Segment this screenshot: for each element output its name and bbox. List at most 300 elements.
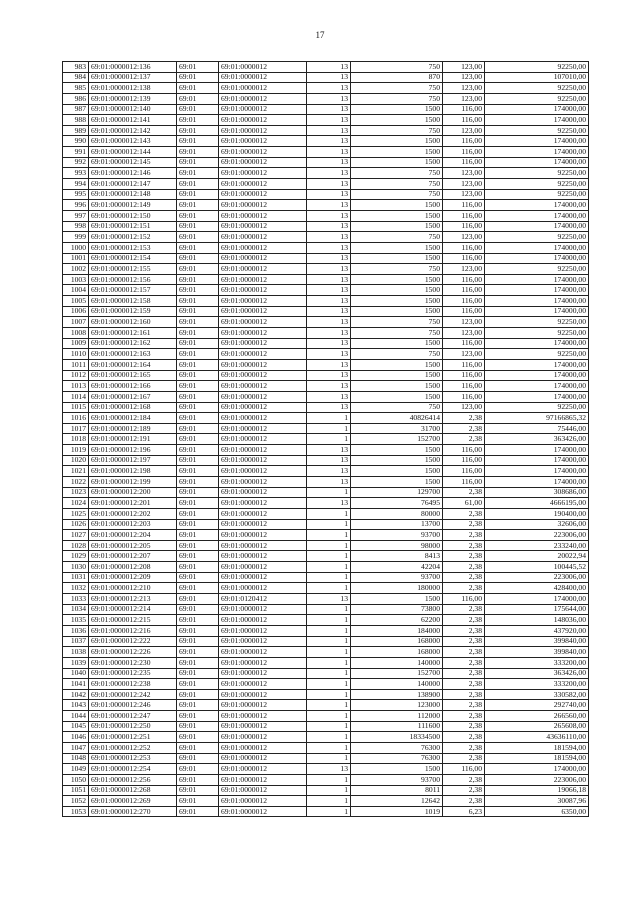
table-row — [63, 498, 589, 509]
cadastral-value-cell: 333200,00 — [485, 657, 589, 668]
table-row — [63, 402, 589, 413]
specific-value-cell: 2,38 — [443, 530, 485, 541]
specific-value-cell: 123,00 — [443, 328, 485, 339]
row-number-cell: 1042 — [63, 689, 89, 700]
cadastral-block-cell: 69:01:0000012 — [219, 200, 307, 211]
specific-value-cell: 123,00 — [443, 189, 485, 200]
district-code-cell: 69:01 — [177, 796, 219, 807]
specific-value-cell: 2,38 — [443, 689, 485, 700]
cadastral-value-cell: 92250,00 — [485, 317, 589, 328]
area-value-cell: 1500 — [351, 157, 443, 168]
cadastral-number-cell: 69:01:0000012:155 — [89, 264, 177, 275]
cadastral-value-table — [62, 61, 589, 817]
district-code-cell: 69:01 — [177, 125, 219, 136]
district-code-cell: 69:01 — [177, 625, 219, 636]
cadastral-value-cell: 223006,00 — [485, 774, 589, 785]
area-value-cell: 73800 — [351, 604, 443, 615]
category-code-cell: 13 — [307, 370, 351, 381]
category-code-cell: 1 — [307, 689, 351, 700]
cadastral-block-cell: 69:01:0000012 — [219, 455, 307, 466]
cadastral-number-cell: 69:01:0000012:162 — [89, 338, 177, 349]
cadastral-number-cell: 69:01:0000012:202 — [89, 508, 177, 519]
cadastral-value-cell: 190400,00 — [485, 508, 589, 519]
cadastral-number-cell: 69:01:0000012:168 — [89, 402, 177, 413]
district-code-cell: 69:01 — [177, 104, 219, 115]
row-number-cell: 994 — [63, 179, 89, 190]
row-number-cell: 1032 — [63, 583, 89, 594]
table-row — [63, 466, 589, 477]
table-row — [63, 796, 589, 807]
cadastral-value-cell: 174000,00 — [485, 594, 589, 605]
table-row — [63, 743, 589, 754]
cadastral-value-cell: 174000,00 — [485, 285, 589, 296]
category-code-cell: 13 — [307, 189, 351, 200]
table-row — [63, 551, 589, 562]
specific-value-cell: 2,38 — [443, 732, 485, 743]
cadastral-value-cell: 92250,00 — [485, 83, 589, 94]
table-row — [63, 774, 589, 785]
specific-value-cell: 123,00 — [443, 83, 485, 94]
cadastral-block-cell: 69:01:0000012 — [219, 572, 307, 583]
area-value-cell: 750 — [351, 264, 443, 275]
category-code-cell: 13 — [307, 764, 351, 775]
specific-value-cell: 2,38 — [443, 413, 485, 424]
category-code-cell: 13 — [307, 157, 351, 168]
cadastral-block-cell: 69:01:0000012 — [219, 487, 307, 498]
specific-value-cell: 2,38 — [443, 540, 485, 551]
area-value-cell: 1500 — [351, 359, 443, 370]
cadastral-value-cell: 92250,00 — [485, 232, 589, 243]
cadastral-value-cell: 174000,00 — [485, 381, 589, 392]
table-row — [63, 72, 589, 83]
cadastral-number-cell: 69:01:0000012:146 — [89, 168, 177, 179]
cadastral-number-cell: 69:01:0000012:222 — [89, 636, 177, 647]
district-code-cell: 69:01 — [177, 498, 219, 509]
district-code-cell: 69:01 — [177, 317, 219, 328]
table-row — [63, 657, 589, 668]
district-code-cell: 69:01 — [177, 328, 219, 339]
row-number-cell: 1002 — [63, 264, 89, 275]
cadastral-value-cell: 174000,00 — [485, 200, 589, 211]
cadastral-block-cell: 69:01:0000012 — [219, 391, 307, 402]
area-value-cell: 93700 — [351, 572, 443, 583]
cadastral-number-cell: 69:01:0000012:252 — [89, 743, 177, 754]
specific-value-cell: 2,38 — [443, 583, 485, 594]
category-code-cell: 1 — [307, 540, 351, 551]
cadastral-block-cell: 69:01:0000012 — [219, 615, 307, 626]
category-code-cell: 13 — [307, 296, 351, 307]
row-number-cell: 1027 — [63, 530, 89, 541]
cadastral-block-cell: 69:01:0000012 — [219, 636, 307, 647]
cadastral-value-cell: 330582,00 — [485, 689, 589, 700]
table-row — [63, 147, 589, 158]
table-row — [63, 753, 589, 764]
area-value-cell: 62200 — [351, 615, 443, 626]
table-row — [63, 338, 589, 349]
area-value-cell: 98000 — [351, 540, 443, 551]
cadastral-block-cell: 69:01:0000012 — [219, 785, 307, 796]
category-code-cell: 13 — [307, 221, 351, 232]
table-row — [63, 445, 589, 456]
category-code-cell: 1 — [307, 519, 351, 530]
area-value-cell: 1019 — [351, 806, 443, 817]
cadastral-block-cell: 69:01:0000012 — [219, 689, 307, 700]
cadastral-block-cell: 69:01:0000012 — [219, 285, 307, 296]
cadastral-number-cell: 69:01:0000012:198 — [89, 466, 177, 477]
area-value-cell: 1500 — [351, 242, 443, 253]
specific-value-cell: 2,38 — [443, 700, 485, 711]
category-code-cell: 1 — [307, 551, 351, 562]
table-row — [63, 732, 589, 743]
row-number-cell: 1026 — [63, 519, 89, 530]
table-row — [63, 519, 589, 530]
cadastral-block-cell: 69:01:0000012 — [219, 264, 307, 275]
table-row — [63, 487, 589, 498]
category-code-cell: 13 — [307, 306, 351, 317]
cadastral-block-cell: 69:01:0120412 — [219, 594, 307, 605]
cadastral-number-cell: 69:01:0000012:197 — [89, 455, 177, 466]
table-row — [63, 381, 589, 392]
specific-value-cell: 116,00 — [443, 764, 485, 775]
category-code-cell: 13 — [307, 83, 351, 94]
specific-value-cell: 116,00 — [443, 381, 485, 392]
table-row — [63, 721, 589, 732]
specific-value-cell: 2,38 — [443, 434, 485, 445]
row-number-cell: 1022 — [63, 476, 89, 487]
area-value-cell: 750 — [351, 168, 443, 179]
category-code-cell: 13 — [307, 498, 351, 509]
category-code-cell: 1 — [307, 700, 351, 711]
district-code-cell: 69:01 — [177, 668, 219, 679]
cadastral-block-cell: 69:01:0000012 — [219, 338, 307, 349]
cadastral-block-cell: 69:01:0000012 — [219, 743, 307, 754]
category-code-cell: 1 — [307, 625, 351, 636]
table-row — [63, 530, 589, 541]
table-row — [63, 317, 589, 328]
category-code-cell: 1 — [307, 413, 351, 424]
cadastral-value-cell: 174000,00 — [485, 115, 589, 126]
area-value-cell: 80000 — [351, 508, 443, 519]
district-code-cell: 69:01 — [177, 466, 219, 477]
table-row — [63, 104, 589, 115]
table-row — [63, 306, 589, 317]
cadastral-block-cell: 69:01:0000012 — [219, 125, 307, 136]
specific-value-cell: 116,00 — [443, 285, 485, 296]
cadastral-block-cell: 69:01:0000012 — [219, 466, 307, 477]
area-value-cell: 138900 — [351, 689, 443, 700]
cadastral-number-cell: 69:01:0000012:256 — [89, 774, 177, 785]
cadastral-block-cell: 69:01:0000012 — [219, 349, 307, 360]
cadastral-value-cell: 174000,00 — [485, 359, 589, 370]
area-value-cell: 750 — [351, 189, 443, 200]
cadastral-value-cell: 363426,00 — [485, 668, 589, 679]
district-code-cell: 69:01 — [177, 157, 219, 168]
row-number-cell: 984 — [63, 72, 89, 83]
district-code-cell: 69:01 — [177, 253, 219, 264]
category-code-cell: 13 — [307, 285, 351, 296]
cadastral-number-cell: 69:01:0000012:269 — [89, 796, 177, 807]
specific-value-cell: 2,38 — [443, 604, 485, 615]
cadastral-block-cell: 69:01:0000012 — [219, 604, 307, 615]
area-value-cell: 1500 — [351, 253, 443, 264]
cadastral-number-cell: 69:01:0000012:246 — [89, 700, 177, 711]
specific-value-cell: 2,38 — [443, 743, 485, 754]
district-code-cell: 69:01 — [177, 508, 219, 519]
row-number-cell: 1024 — [63, 498, 89, 509]
cadastral-block-cell: 69:01:0000012 — [219, 445, 307, 456]
specific-value-cell: 116,00 — [443, 296, 485, 307]
cadastral-block-cell: 69:01:0000012 — [219, 764, 307, 775]
cadastral-number-cell: 69:01:0000012:143 — [89, 136, 177, 147]
cadastral-block-cell: 69:01:0000012 — [219, 253, 307, 264]
category-code-cell: 1 — [307, 647, 351, 658]
cadastral-value-cell: 97166865,32 — [485, 413, 589, 424]
district-code-cell: 69:01 — [177, 721, 219, 732]
specific-value-cell: 116,00 — [443, 476, 485, 487]
specific-value-cell: 123,00 — [443, 93, 485, 104]
cadastral-number-cell: 69:01:0000012:139 — [89, 93, 177, 104]
area-value-cell: 152700 — [351, 434, 443, 445]
category-code-cell: 13 — [307, 274, 351, 285]
cadastral-number-cell: 69:01:0000012:251 — [89, 732, 177, 743]
specific-value-cell: 123,00 — [443, 62, 485, 73]
area-value-cell: 1500 — [351, 370, 443, 381]
table-row — [63, 264, 589, 275]
cadastral-value-cell: 30087,96 — [485, 796, 589, 807]
row-number-cell: 990 — [63, 136, 89, 147]
row-number-cell: 1005 — [63, 296, 89, 307]
category-code-cell: 1 — [307, 604, 351, 615]
specific-value-cell: 2,38 — [443, 519, 485, 530]
area-value-cell: 1500 — [351, 274, 443, 285]
row-number-cell: 1009 — [63, 338, 89, 349]
row-number-cell: 1038 — [63, 647, 89, 658]
row-number-cell: 988 — [63, 115, 89, 126]
cadastral-value-cell: 92250,00 — [485, 264, 589, 275]
category-code-cell: 13 — [307, 242, 351, 253]
cadastral-block-cell: 69:01:0000012 — [219, 157, 307, 168]
cadastral-value-cell: 428400,00 — [485, 583, 589, 594]
specific-value-cell: 2,38 — [443, 636, 485, 647]
category-code-cell: 1 — [307, 732, 351, 743]
cadastral-value-cell: 174000,00 — [485, 147, 589, 158]
cadastral-value-cell: 174000,00 — [485, 253, 589, 264]
specific-value-cell: 116,00 — [443, 455, 485, 466]
table-row — [63, 62, 589, 73]
district-code-cell: 69:01 — [177, 179, 219, 190]
cadastral-value-cell: 174000,00 — [485, 338, 589, 349]
cadastral-value-cell: 399840,00 — [485, 636, 589, 647]
cadastral-value-cell: 6350,00 — [485, 806, 589, 817]
cadastral-block-cell: 69:01:0000012 — [219, 476, 307, 487]
table-row — [63, 189, 589, 200]
district-code-cell: 69:01 — [177, 200, 219, 211]
cadastral-number-cell: 69:01:0000012:154 — [89, 253, 177, 264]
table-row — [63, 668, 589, 679]
row-number-cell: 1047 — [63, 743, 89, 754]
cadastral-number-cell: 69:01:0000012:150 — [89, 210, 177, 221]
cadastral-number-cell: 69:01:0000012:136 — [89, 62, 177, 73]
table-row — [63, 136, 589, 147]
district-code-cell: 69:01 — [177, 349, 219, 360]
row-number-cell: 1007 — [63, 317, 89, 328]
table-row — [63, 168, 589, 179]
table-row — [63, 274, 589, 285]
cadastral-number-cell: 69:01:0000012:165 — [89, 370, 177, 381]
row-number-cell: 1028 — [63, 540, 89, 551]
cadastral-block-cell: 69:01:0000012 — [219, 210, 307, 221]
cadastral-value-cell: 174000,00 — [485, 445, 589, 456]
row-number-cell: 1035 — [63, 615, 89, 626]
area-value-cell: 1500 — [351, 200, 443, 211]
row-number-cell: 1000 — [63, 242, 89, 253]
district-code-cell: 69:01 — [177, 551, 219, 562]
area-value-cell: 93700 — [351, 530, 443, 541]
district-code-cell: 69:01 — [177, 700, 219, 711]
category-code-cell: 1 — [307, 679, 351, 690]
cadastral-number-cell: 69:01:0000012:167 — [89, 391, 177, 402]
district-code-cell: 69:01 — [177, 359, 219, 370]
cadastral-block-cell: 69:01:0000012 — [219, 806, 307, 817]
category-code-cell: 1 — [307, 657, 351, 668]
specific-value-cell: 116,00 — [443, 306, 485, 317]
table-row — [63, 594, 589, 605]
row-number-cell: 989 — [63, 125, 89, 136]
specific-value-cell: 2,38 — [443, 657, 485, 668]
district-code-cell: 69:01 — [177, 136, 219, 147]
table-row — [63, 83, 589, 94]
row-number-cell: 1039 — [63, 657, 89, 668]
cadastral-value-cell: 100445,52 — [485, 562, 589, 573]
area-value-cell: 123000 — [351, 700, 443, 711]
cadastral-block-cell: 69:01:0000012 — [219, 796, 307, 807]
district-code-cell: 69:01 — [177, 774, 219, 785]
cadastral-number-cell: 69:01:0000012:226 — [89, 647, 177, 658]
cadastral-block-cell: 69:01:0000012 — [219, 562, 307, 573]
category-code-cell: 1 — [307, 508, 351, 519]
table-row — [63, 328, 589, 339]
area-value-cell: 1500 — [351, 296, 443, 307]
specific-value-cell: 123,00 — [443, 125, 485, 136]
row-number-cell: 985 — [63, 83, 89, 94]
cadastral-number-cell: 69:01:0000012:191 — [89, 434, 177, 445]
cadastral-number-cell: 69:01:0000012:247 — [89, 711, 177, 722]
specific-value-cell: 2,38 — [443, 774, 485, 785]
district-code-cell: 69:01 — [177, 594, 219, 605]
area-value-cell: 1500 — [351, 306, 443, 317]
district-code-cell: 69:01 — [177, 274, 219, 285]
area-value-cell: 111600 — [351, 721, 443, 732]
area-value-cell: 1500 — [351, 764, 443, 775]
specific-value-cell: 2,38 — [443, 785, 485, 796]
cadastral-number-cell: 69:01:0000012:204 — [89, 530, 177, 541]
cadastral-value-cell: 174000,00 — [485, 221, 589, 232]
cadastral-value-cell: 174000,00 — [485, 242, 589, 253]
category-code-cell: 13 — [307, 328, 351, 339]
area-value-cell: 1500 — [351, 391, 443, 402]
table-row — [63, 806, 589, 817]
district-code-cell: 69:01 — [177, 679, 219, 690]
specific-value-cell: 2,38 — [443, 721, 485, 732]
category-code-cell: 1 — [307, 668, 351, 679]
category-code-cell: 1 — [307, 487, 351, 498]
cadastral-number-cell: 69:01:0000012:253 — [89, 753, 177, 764]
cadastral-value-cell: 4666195,00 — [485, 498, 589, 509]
cadastral-value-cell: 92250,00 — [485, 168, 589, 179]
specific-value-cell: 2,38 — [443, 625, 485, 636]
area-value-cell: 750 — [351, 179, 443, 190]
row-number-cell: 1046 — [63, 732, 89, 743]
district-code-cell: 69:01 — [177, 636, 219, 647]
district-code-cell: 69:01 — [177, 221, 219, 232]
area-value-cell: 76495 — [351, 498, 443, 509]
area-value-cell: 1500 — [351, 338, 443, 349]
district-code-cell: 69:01 — [177, 445, 219, 456]
cadastral-block-cell: 69:01:0000012 — [219, 530, 307, 541]
cadastral-block-cell: 69:01:0000012 — [219, 317, 307, 328]
cadastral-value-cell: 308686,00 — [485, 487, 589, 498]
specific-value-cell: 116,00 — [443, 147, 485, 158]
cadastral-value-cell: 92250,00 — [485, 179, 589, 190]
row-number-cell: 1036 — [63, 625, 89, 636]
category-code-cell: 13 — [307, 264, 351, 275]
district-code-cell: 69:01 — [177, 743, 219, 754]
area-value-cell: 1500 — [351, 381, 443, 392]
cadastral-number-cell: 69:01:0000012:140 — [89, 104, 177, 115]
specific-value-cell: 116,00 — [443, 115, 485, 126]
area-value-cell: 750 — [351, 62, 443, 73]
cadastral-value-cell: 174000,00 — [485, 296, 589, 307]
area-value-cell: 140000 — [351, 679, 443, 690]
row-number-cell: 1044 — [63, 711, 89, 722]
district-code-cell: 69:01 — [177, 806, 219, 817]
cadastral-number-cell: 69:01:0000012:184 — [89, 413, 177, 424]
area-value-cell: 1500 — [351, 136, 443, 147]
cadastral-block-cell: 69:01:0000012 — [219, 381, 307, 392]
table-row — [63, 572, 589, 583]
specific-value-cell: 123,00 — [443, 402, 485, 413]
district-code-cell: 69:01 — [177, 562, 219, 573]
category-code-cell: 13 — [307, 168, 351, 179]
specific-value-cell: 116,00 — [443, 370, 485, 381]
cadastral-value-cell: 174000,00 — [485, 370, 589, 381]
district-code-cell: 69:01 — [177, 168, 219, 179]
table-row — [63, 434, 589, 445]
specific-value-cell: 123,00 — [443, 168, 485, 179]
specific-value-cell: 116,00 — [443, 210, 485, 221]
category-code-cell: 1 — [307, 796, 351, 807]
table-row — [63, 764, 589, 775]
specific-value-cell: 2,38 — [443, 562, 485, 573]
specific-value-cell: 2,38 — [443, 615, 485, 626]
cadastral-block-cell: 69:01:0000012 — [219, 147, 307, 158]
cadastral-block-cell: 69:01:0000012 — [219, 711, 307, 722]
cadastral-block-cell: 69:01:0000012 — [219, 508, 307, 519]
specific-value-cell: 116,00 — [443, 594, 485, 605]
area-value-cell: 76300 — [351, 743, 443, 754]
category-code-cell: 13 — [307, 349, 351, 360]
category-code-cell: 13 — [307, 210, 351, 221]
cadastral-number-cell: 69:01:0000012:141 — [89, 115, 177, 126]
specific-value-cell: 123,00 — [443, 349, 485, 360]
category-code-cell: 1 — [307, 562, 351, 573]
specific-value-cell: 2,38 — [443, 679, 485, 690]
row-number-cell: 986 — [63, 93, 89, 104]
category-code-cell: 1 — [307, 806, 351, 817]
row-number-cell: 1033 — [63, 594, 89, 605]
specific-value-cell: 2,38 — [443, 487, 485, 498]
cadastral-value-cell: 92250,00 — [485, 125, 589, 136]
